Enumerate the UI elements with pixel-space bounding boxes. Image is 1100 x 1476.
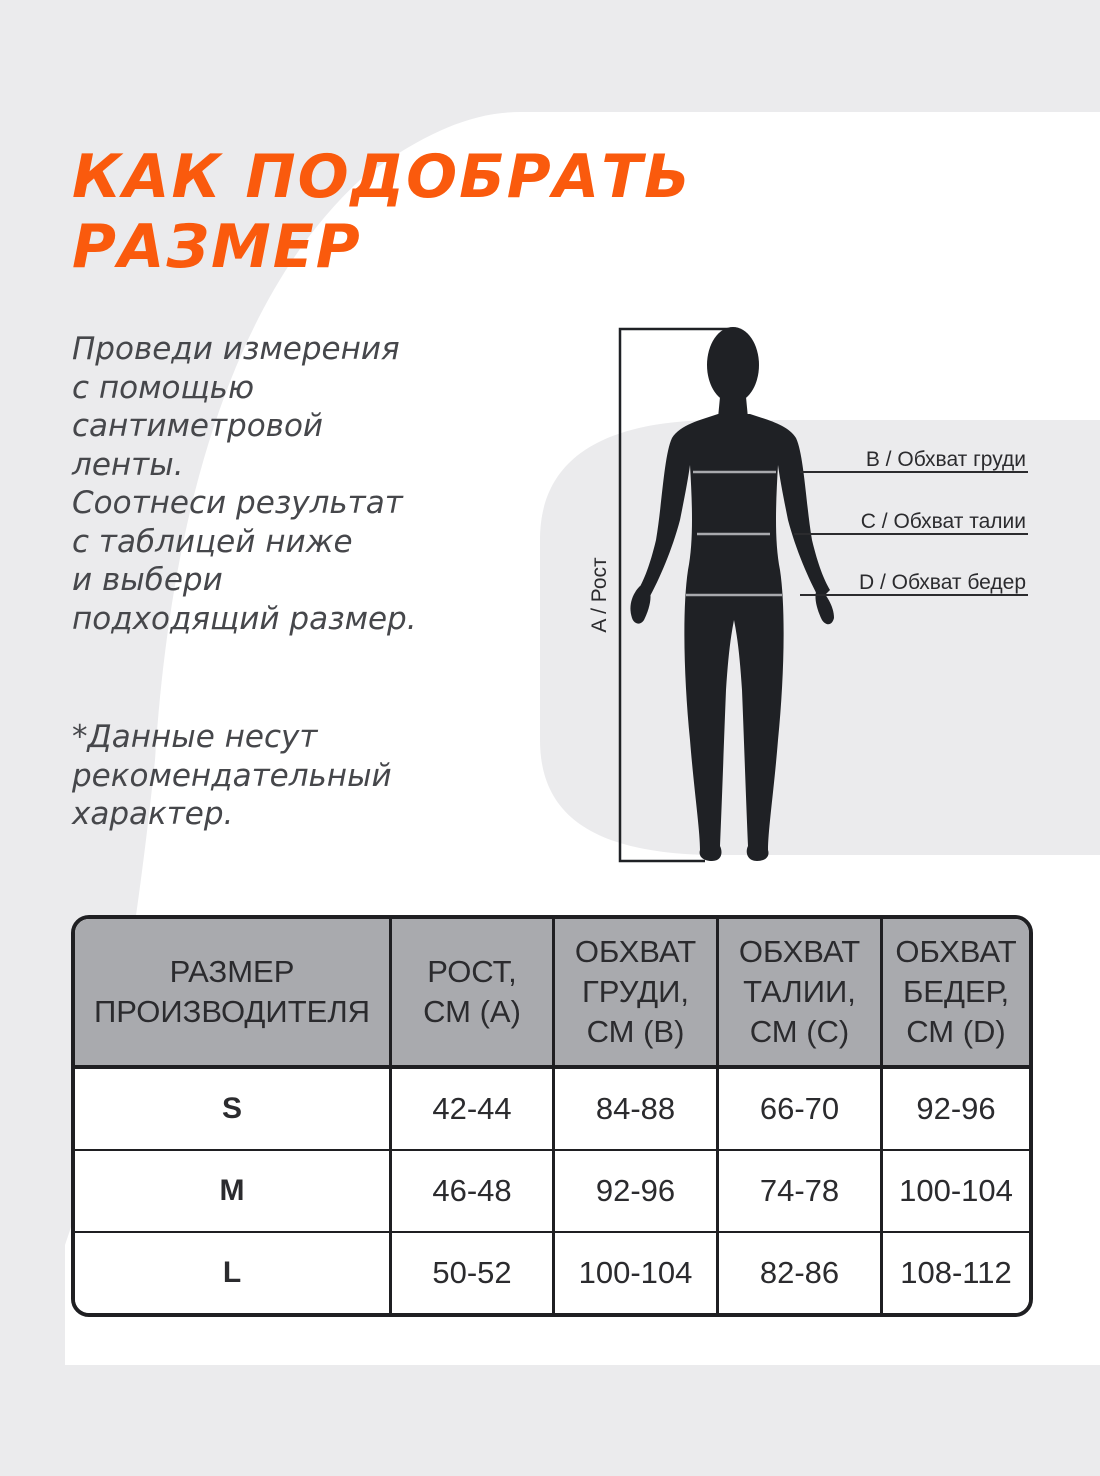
size-cell: S [75,1069,392,1151]
waist-label: C / Обхват талии [860,510,1026,533]
header-line: ГРУДИ, [582,974,689,1009]
body-measurement-diagram [580,320,1050,870]
header-line: СМ (С) [749,1014,850,1049]
table-row [75,1233,1029,1313]
hips-cell: 108-112 [883,1233,1029,1313]
header-line: СМ (А) [423,994,521,1029]
header-line: СМ (D) [906,1014,1006,1049]
disclaimer-line: *Данные несут [72,719,318,755]
header-line: ОБХВАТ [895,934,1017,969]
chest-cell: 92-96 [555,1151,719,1233]
instructions-line: ленты. [72,446,184,483]
title-line-1: КАК ПОДОБРАТЬ [72,142,692,212]
table-header-row [75,919,1029,1069]
height-cell: 42-44 [392,1069,555,1151]
waist-cell: 74-78 [719,1151,883,1233]
hips-cell: 100-104 [883,1151,1029,1233]
header-line: РАЗМЕР [169,954,295,989]
instructions-line: Проведи измерения [72,331,400,367]
waist-cell: 66-70 [719,1069,883,1151]
header-line: ТАЛИИ, [743,974,856,1009]
header-line: ОБХВАТ [738,934,861,969]
page-title [72,142,692,282]
size-cell: L [75,1233,392,1313]
header-size [75,919,392,1069]
hips-label: D / Обхват бедер [858,571,1026,594]
size-cell: M [75,1151,392,1233]
header-line: СМ (В) [586,1014,685,1049]
header-line: ОБХВАТ [574,934,697,969]
instructions-line: сантиметровой [72,408,324,444]
table-row [75,1151,1029,1233]
header-line: РОСТ, [427,954,517,989]
disclaimer-line: рекомендательный [72,757,392,794]
header-line: ПРОИЗВОДИТЕЛЯ [93,994,371,1029]
header-line: БЕДЕР, [902,974,1010,1009]
title-line-2: РАЗМЕР [72,212,362,282]
instructions-line: с таблицей ниже [72,523,353,560]
waist-cell: 82-86 [719,1233,883,1313]
disclaimer-text [72,718,552,834]
table-row [75,1069,1029,1151]
chest-cell: 100-104 [555,1233,719,1313]
instructions-line: и выбери [72,562,223,598]
instructions-line: с помощью [72,369,255,406]
disclaimer-line: характер. [72,796,234,832]
height-cell: 50-52 [392,1233,555,1313]
chest-label: B / Обхват груди [865,448,1026,471]
instructions-text [72,330,552,638]
instructions-line: Соотнеси результат [72,485,403,521]
size-chart-table [71,915,1033,1317]
chest-cell: 84-88 [555,1069,719,1151]
hips-cell: 92-96 [883,1069,1029,1151]
header-waist [719,919,883,1069]
height-cell: 46-48 [392,1151,555,1233]
header-hips [883,919,1029,1069]
header-chest [555,919,719,1069]
header-height [392,919,555,1069]
instructions-line: подходящий размер. [72,600,417,637]
height-label: A / Рост [588,557,611,633]
